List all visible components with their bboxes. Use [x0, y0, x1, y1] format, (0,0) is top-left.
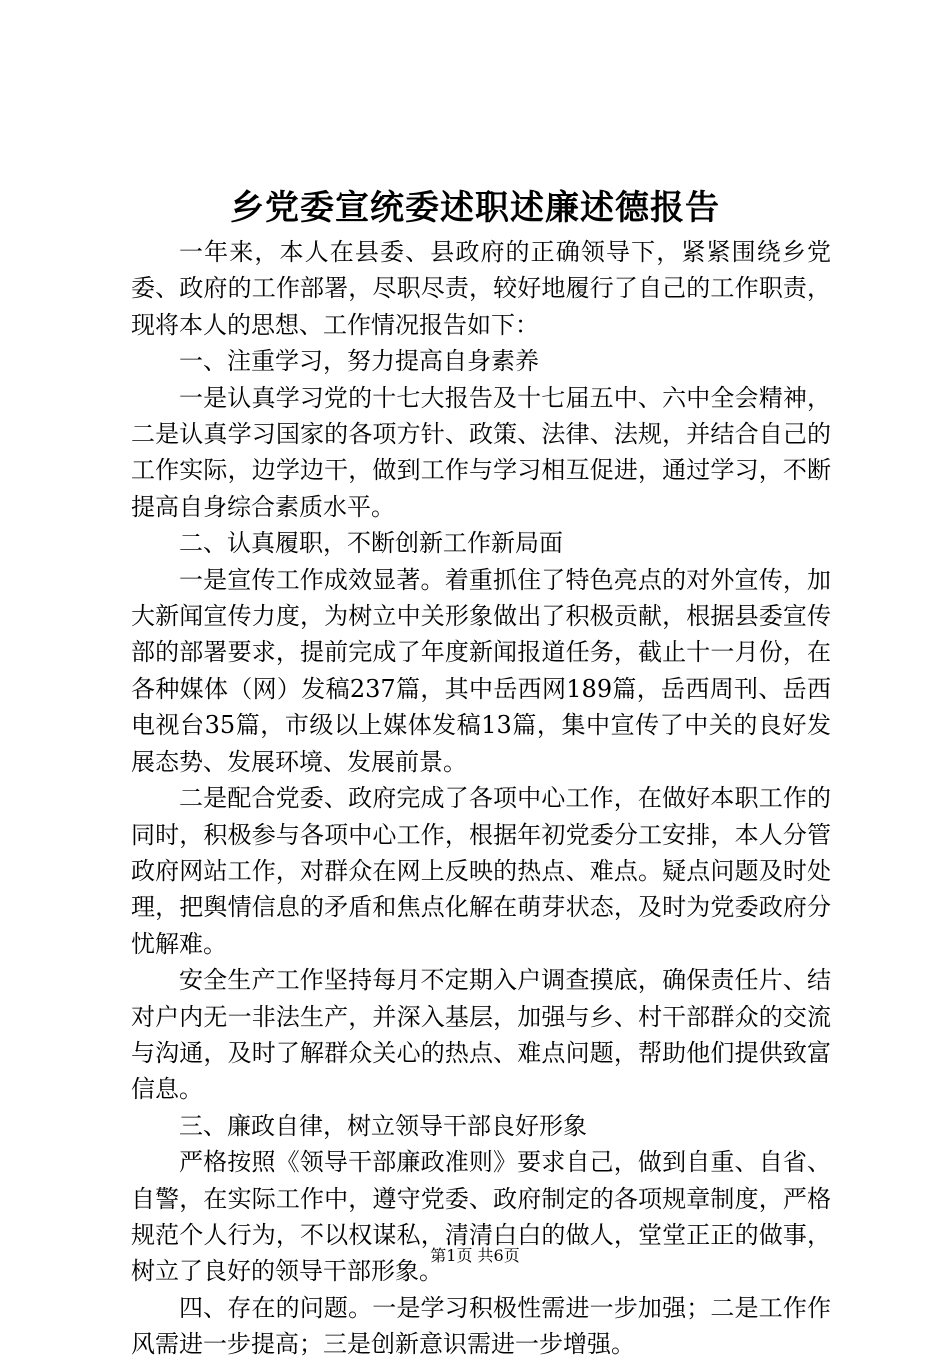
section-heading-2: 二、认真履职，不断创新工作新局面: [179, 529, 563, 558]
section-heading-3: 三、廉政自律，树立领导干部良好形象: [179, 1111, 587, 1140]
central-work-paragraph: 二是配合党委、政府完成了各项中心工作，在做好本职工作的同时，积极参与各项中心工作，根据年初党委分工安排，本人分管政府网站工作，对群众在网上反映的热点、难点。疑点问题及时处理，把舆情信息的矛盾和焦点化解在萌芽状态，及时为党委政府分忧解难。: [131, 784, 831, 958]
section-heading-1: 一、注重学习，努力提高自身素养: [179, 347, 539, 376]
document-title: 乡党委宣统委述职述廉述德报告: [230, 188, 720, 228]
problems-paragraph: 四、存在的问题。一是学习积极性需进一步加强；二是工作作风需进一步提高；三是创新意识需进一步增强。: [131, 1293, 831, 1359]
document-body: [131, 234, 831, 1363]
safety-production-paragraph: 安全生产工作坚持每月不定期入户调查摸底，确保责任片、结对户内无一非法生产，并深入基层，加强与乡、村干部群众的交流与沟通，及时了解群众关心的热点、难点问题，帮助他们提供致富信息。: [131, 966, 831, 1104]
study-paragraph: 一是认真学习党的十七大报告及十七届五中、六中全会精神，二是认真学习国家的各项方针、政策、法律、法规，并结合自己的工作实际，边学边干，做到工作与学习相互促进，通过学习，不断提高自身综合素质水平。: [131, 383, 831, 521]
integrity-paragraph: 严格按照《领导干部廉政准则》要求自己，做到自重、自省、自警，在实际工作中，遵守党委、政府制定的各项规章制度，严格规范个人行为，不以权谋私，清清白白的做人，堂堂正正的做事，树立了良好的领导干部形象。: [131, 1148, 831, 1286]
page-number-footer: 第1页 共6页: [430, 1246, 520, 1265]
intro-paragraph: 一年来，本人在县委、县政府的正确领导下，紧紧围绕乡党委、政府的工作部署，尽职尽责，较好地履行了自己的工作职责，现将本人的思想、工作情况报告如下：: [131, 238, 831, 339]
publicity-paragraph: 一是宣传工作成效显著。着重抓住了特色亮点的对外宣传，加大新闻宣传力度，为树立中关形象做出了积极贡献，根据县委宣传部的部署要求，提前完成了年度新闻报道任务，截止十一月份，在各种媒体（网）发稿237篇，其中岳西网189篇，岳西周刊、岳西电视台35篇，市级以上媒体发稿13篇，集中宣传了中关的良好发展态势、发展环境、发展前景。: [131, 565, 831, 776]
